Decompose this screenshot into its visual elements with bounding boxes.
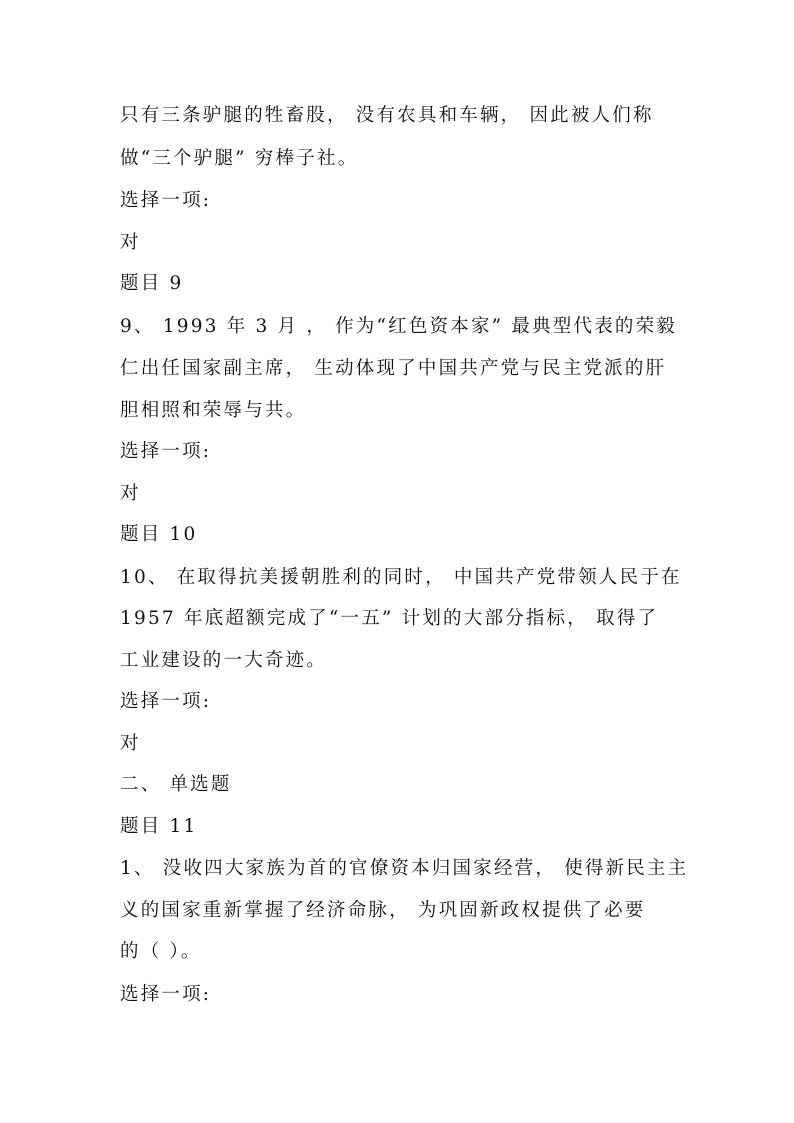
question-8-text-line-2: 做“三个驴腿” 穷棒子社。 <box>120 148 359 169</box>
question-10-text-line-2: 1957 年底超额完成了“一五” 计划的大部分指标， 取得了 <box>120 608 659 629</box>
question-8-choose-label: 选择一项: <box>120 190 212 211</box>
question-10-answer: 对 <box>120 733 141 754</box>
question-10-choose-label: 选择一项: <box>120 691 212 712</box>
section-single-choice-heading: 二、 单选题 <box>120 774 232 795</box>
question-8-text-line-1: 只有三条驴腿的牲畜股， 没有农具和车辆， 因此被人们称 <box>120 105 654 126</box>
question-9-text-line-1: 9、 1993 年 3 月 ， 作为“红色资本家” 最典型代表的荣毅 <box>120 316 678 337</box>
question-9-heading: 题目 9 <box>120 273 184 294</box>
question-11-text-line-2: 义的国家重新掌握了经济命脉， 为巩固新政权提供了必要 <box>120 900 646 921</box>
question-9-answer: 对 <box>120 483 141 504</box>
question-11-text-line-1: 1、 没收四大家族为首的官僚资本归国家经营， 使得新民主主 <box>120 858 689 879</box>
question-10-text-line-3: 工业建设的一大奇迹。 <box>120 650 328 671</box>
question-11-text-line-3: 的（ ）。 <box>120 941 202 962</box>
question-9-text-line-3: 胆相照和荣辱与共。 <box>120 400 307 421</box>
question-11-heading: 题目 11 <box>120 816 198 837</box>
question-8-answer: 对 <box>120 232 141 253</box>
question-10-heading: 题目 10 <box>120 524 198 545</box>
question-9-text-line-2: 仁出任国家副主席， 生动体现了中国共产党与民主党派的肝 <box>120 358 667 379</box>
question-9-choose-label: 选择一项: <box>120 441 212 462</box>
question-10-text-line-1: 10、 在取得抗美援朝胜利的同时， 中国共产党带领人民于在 <box>120 567 682 588</box>
question-11-choose-label: 选择一项: <box>120 984 212 1005</box>
